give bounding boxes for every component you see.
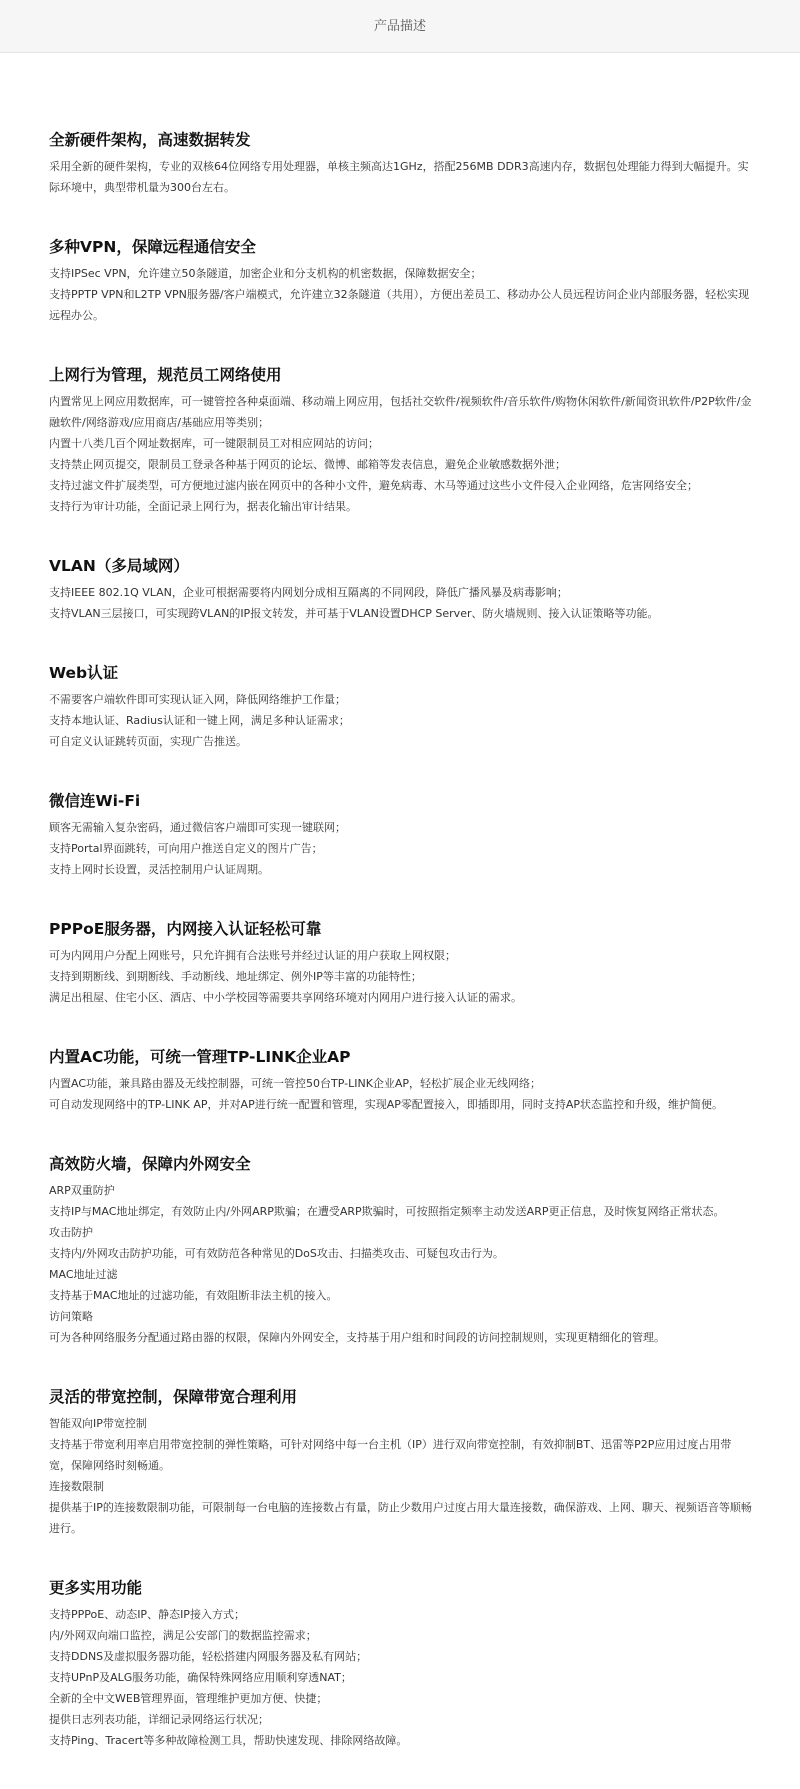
section-title: Web认证: [49, 664, 119, 682]
section-text: 支持基于带宽利用率启用带宽控制的弹性策略，可针对网络中每一台主机（IP）进行双向带宽控制，有效抑制BT、迅雷等P2P应用过度占用带宽，保障网络时刻畅通。: [49, 1438, 732, 1472]
section-text: 不需要客户端软件即可实现认证入网，降低网络维护工作量；: [49, 693, 346, 706]
section-text: 提供日志列表功能，详细记录网络运行状况；: [49, 1713, 269, 1726]
section-text: 支持IP与MAC地址绑定，有效防止内/外网ARP欺骗；在遭受ARP欺骗时，可按照指定频率主动发送ARP更正信息，及时恢复网络正常状态。: [49, 1205, 725, 1218]
feature-section: [49, 790, 753, 880]
header-title: 产品描述: [373, 19, 426, 34]
section-text: 支持PPTP VPN和L2TP VPN服务器/客户端模式，允许建立32条隧道（共用），方便出差员工、移动办公人员远程访问企业内部服务器，轻松实现远程办公。: [49, 288, 750, 322]
section-text: 内置常见上网应用数据库，可一键管控各种桌面端、移动端上网应用，包括社交软件/视频软件/音乐软件/购物休闲软件/新闻资讯软件/P2P软件/金融软件/网络游戏/应用商店/基础应用等类别；: [49, 395, 752, 429]
section-text: 支持到期断线、到期断线、手动断线、地址绑定、例外IP等丰富的功能特性；: [49, 970, 422, 983]
feature-section: [49, 1153, 753, 1348]
section-title: 高效防火墙，保障内外网安全: [49, 1155, 251, 1173]
section-text: 支持禁止网页提交，限制员工登录各种基于网页的论坛、微博、邮箱等发表信息，避免企业敏感数据外泄；: [49, 458, 566, 471]
section-text: 支持IPSec VPN，允许建立50条隧道，加密企业和分支机构的机密数据，保障数据安全；: [49, 267, 482, 280]
feature-section: [49, 236, 753, 326]
section-text: 智能双向IP带宽控制: [49, 1417, 147, 1430]
feature-section: [49, 1386, 753, 1539]
section-text: 可自动发现网络中的TP-LINK AP，并对AP进行统一配置和管理，实现AP零配置接入，即插即用，同时支持AP状态监控和升级，维护简便。: [49, 1098, 724, 1111]
section-text: 内置十八类几百个网址数据库，可一键限制员工对相应网站的访问；: [49, 437, 379, 450]
section-title: 多种VPN，保障远程通信安全: [49, 238, 256, 256]
section-text: 满足出租屋、住宅小区、酒店、中小学校园等需要共享网络环境对内网用户进行接入认证的需求。: [49, 991, 522, 1004]
section-text: 全新的全中文WEB管理界面，管理维护更加方便、快捷；: [49, 1692, 328, 1705]
section-text: 支持基于MAC地址的过滤功能，有效阻断非法主机的接入。: [49, 1289, 338, 1302]
section-text: 支持行为审计功能，全面记录上网行为，据表化输出审计结果。: [49, 500, 357, 513]
section-title: 更多实用功能: [49, 1579, 143, 1597]
page-header: [0, 0, 800, 53]
feature-section: [49, 364, 753, 517]
feature-section: [49, 1577, 753, 1751]
section-text: 内置AC功能，兼具路由器及无线控制器，可统一管控50台TP-LINK企业AP，轻松扩展企业无线网络；: [49, 1077, 542, 1090]
feature-section: [49, 129, 753, 198]
section-title: VLAN（多局域网）: [49, 557, 189, 575]
section-text: 可为各种网络服务分配通过路由器的权限，保障内外网安全，支持基于用户组和时间段的访问控制规则，实现更精细化的管理。: [49, 1331, 665, 1344]
section-text: 支持PPPoE、动态IP、静态IP接入方式；: [49, 1608, 245, 1621]
section-text: 支持上网时长设置，灵活控制用户认证周期。: [49, 863, 269, 876]
section-title: PPPoE服务器，内网接入认证轻松可靠: [49, 920, 322, 938]
section-text: 支持Portal界面跳转，可向用户推送自定义的图片广告；: [49, 842, 323, 855]
section-text: 支持IEEE 802.1Q VLAN，企业可根据需要将内网划分成相互隔离的不同网段，降低广播风暴及病毒影响；: [49, 586, 568, 599]
section-text: 可为内网用户分配上网账号，只允许拥有合法账号并经过认证的用户获取上网权限；: [49, 949, 456, 962]
section-text: 访问策略: [49, 1310, 93, 1323]
section-text: 连接数限制: [49, 1480, 104, 1493]
product-description: [49, 129, 753, 1789]
section-text: 内/外网双向端口监控，满足公安部门的数据监控需求；: [49, 1629, 317, 1642]
section-title: 内置AC功能，可统一管理TP-LINK企业AP: [49, 1048, 351, 1066]
section-text: 可自定义认证跳转页面，实现广告推送。: [49, 735, 247, 748]
section-text: 支持VLAN三层接口，可实现跨VLAN的IP报文转发，并可基于VLAN设置DHCP Server、防火墙规则、接入认证策略等功能。: [49, 607, 659, 620]
section-text: 支持本地认证、Radius认证和一键上网，满足多种认证需求；: [49, 714, 350, 727]
section-text: 支持UPnP及ALG服务功能，确保特殊网络应用顺利穿透NAT；: [49, 1671, 352, 1684]
section-title: 上网行为管理，规范员工网络使用: [49, 366, 282, 384]
section-text: 支持过滤文件扩展类型，可方便地过滤内嵌在网页中的各种小文件，避免病毒、木马等通过这些小文件侵入企业网络，危害网络安全；: [49, 479, 698, 492]
section-text: 提供基于IP的连接数限制功能，可限制每一台电脑的连接数占有量，防止少数用户过度占用大量连接数，确保游戏、上网、聊天、视频语音等顺畅进行。: [49, 1501, 752, 1535]
section-text: 支持Ping、Tracert等多种故障检测工具，帮助快速发现、排除网络故障。: [49, 1734, 408, 1747]
section-text: 支持DDNS及虚拟服务器功能，轻松搭建内网服务器及私有网站；: [49, 1650, 368, 1663]
section-title: 全新硬件架构，高速数据转发: [49, 131, 251, 149]
section-title: 灵活的带宽控制，保障带宽合理利用: [49, 1388, 298, 1406]
feature-section: [49, 555, 753, 624]
section-text: 支持内/外网攻击防护功能，可有效防范各种常见的DoS攻击、扫描类攻击、可疑包攻击行为。: [49, 1247, 504, 1260]
feature-section: [49, 918, 753, 1008]
section-text: 顾客无需输入复杂密码，通过微信客户端即可实现一键联网；: [49, 821, 346, 834]
section-text: ARP双重防护: [49, 1184, 115, 1197]
section-text: MAC地址过滤: [49, 1268, 118, 1281]
section-text: 攻击防护: [49, 1226, 93, 1239]
section-text: 采用全新的硬件架构，专业的双核64位网络专用处理器，单核主频高达1GHz，搭配256MB DDR3高速内存，数据包处理能力得到大幅提升。实际环境中，典型带机量为300台左右。: [49, 160, 749, 194]
section-title: 微信连Wi-Fi: [49, 792, 141, 810]
feature-section: [49, 1046, 753, 1115]
feature-section: [49, 662, 753, 752]
